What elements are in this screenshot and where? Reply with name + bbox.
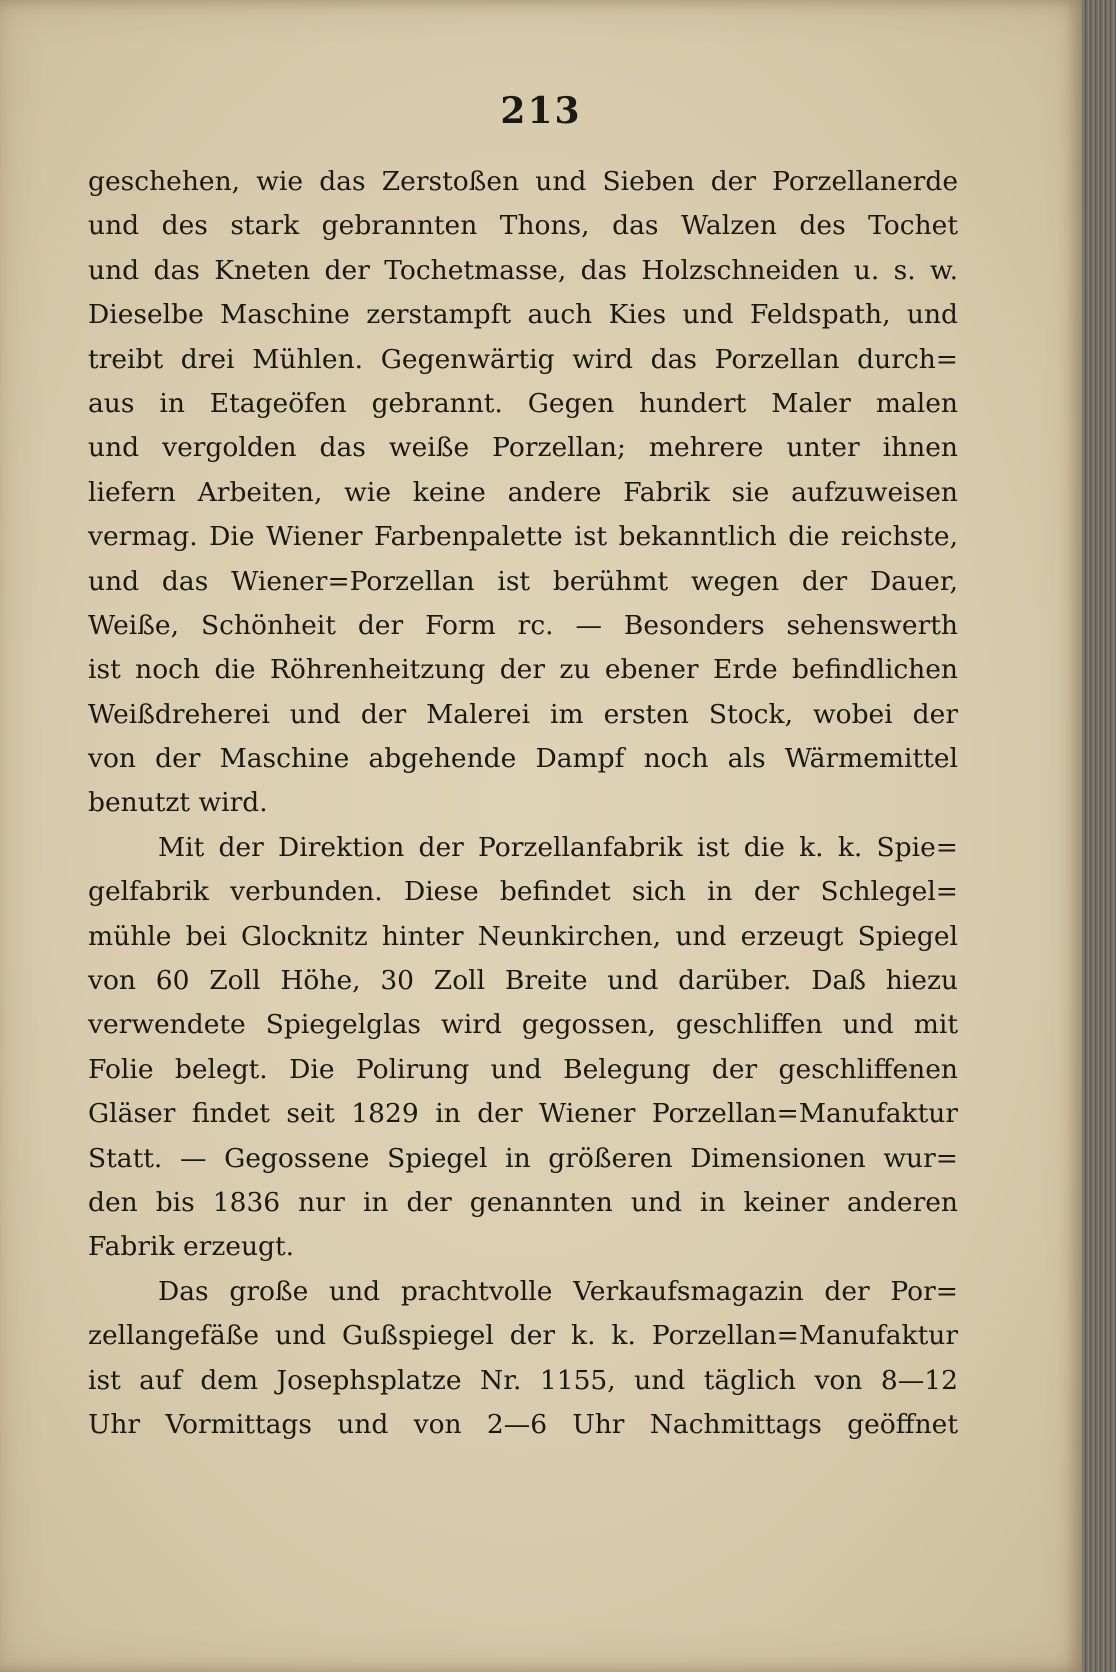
- text-line: ist auf dem Josephsplatze Nr. 1155, und täglich von 8—12: [88, 1364, 958, 1396]
- text-line: Gläser findet seit 1829 in der Wiener Porzellan=Manufaktur: [88, 1098, 958, 1130]
- text-line: den bis 1836 nur in der genannten und in keiner anderen: [88, 1186, 958, 1218]
- page-number: 213: [500, 90, 582, 132]
- text-line: von 60 Zoll Höhe, 30 Zoll Breite und darüber. Daß hiezu: [88, 965, 958, 997]
- text-line: vermag. Die Wiener Farbenpalette ist bekanntlich die reichste,: [88, 521, 958, 553]
- text-line: Mit der Direktion der Porzellanfabrik ist die k. k. Spie=: [158, 831, 958, 863]
- text-line: und des stark gebrannten Thons, das Walzen des Tochet: [88, 210, 958, 242]
- text-line: aus in Etageöfen gebrannt. Gegen hundert Maler malen: [88, 387, 958, 419]
- text-line: von der Maschine abgehende Dampf noch als Wärmemittel: [88, 743, 958, 775]
- text-line: Folie belegt. Die Polirung und Belegung der geschliffenen: [88, 1053, 958, 1085]
- body-text: [88, 160, 958, 1447]
- text-line: und das Kneten der Tochetmasse, das Holzschneiden u. s. w.: [88, 254, 958, 286]
- text-line: und vergolden das weiße Porzellan; mehrere unter ihnen: [88, 432, 958, 464]
- text-line: Dieselbe Maschine zerstampft auch Kies und Feldspath, und: [88, 299, 958, 331]
- text-line: Weiße, Schönheit der Form rc. — Besonders sehenswerth: [88, 609, 958, 641]
- text-line: Weißdreherei und der Malerei im ersten Stock, wobei der: [88, 698, 958, 730]
- text-line: verwendete Spiegelglas wird gegossen, geschliffen und mit: [88, 1009, 958, 1041]
- text-line: und das Wiener=Porzellan ist berühmt wegen der Dauer,: [88, 565, 958, 597]
- text-line: zellangefäße und Gußspiegel der k. k. Porzellan=Manufaktur: [88, 1320, 958, 1352]
- text-line: geschehen, wie das Zerstoßen und Sieben der Porzellanerde: [88, 166, 958, 197]
- page-edge: [1082, 0, 1116, 1672]
- text-line: Das große und prachtvolle Verkaufsmagazin der Por=: [158, 1275, 958, 1307]
- text-line: Statt. — Gegossene Spiegel in größeren Dimensionen wur=: [88, 1142, 958, 1174]
- text-line: Fabrik erzeugt.: [88, 1231, 295, 1263]
- text-line: treibt drei Mühlen. Gegenwärtig wird das Porzellan durch=: [88, 343, 958, 375]
- text-line: mühle bei Glocknitz hinter Neunkirchen, und erzeugt Spiegel: [88, 920, 958, 952]
- text-line: ist noch die Röhrenheitzung der zu ebener Erde befindlichen: [88, 654, 958, 686]
- text-line: benutzt wird.: [88, 787, 268, 819]
- text-line: gelfabrik verbunden. Diese befindet sich in der Schlegel=: [88, 876, 958, 908]
- text-line: liefern Arbeiten, wie keine andere Fabrik sie aufzuweisen: [88, 476, 958, 508]
- text-line: Uhr Vormittags und von 2—6 Uhr Nachmittags geöffnet: [88, 1408, 958, 1440]
